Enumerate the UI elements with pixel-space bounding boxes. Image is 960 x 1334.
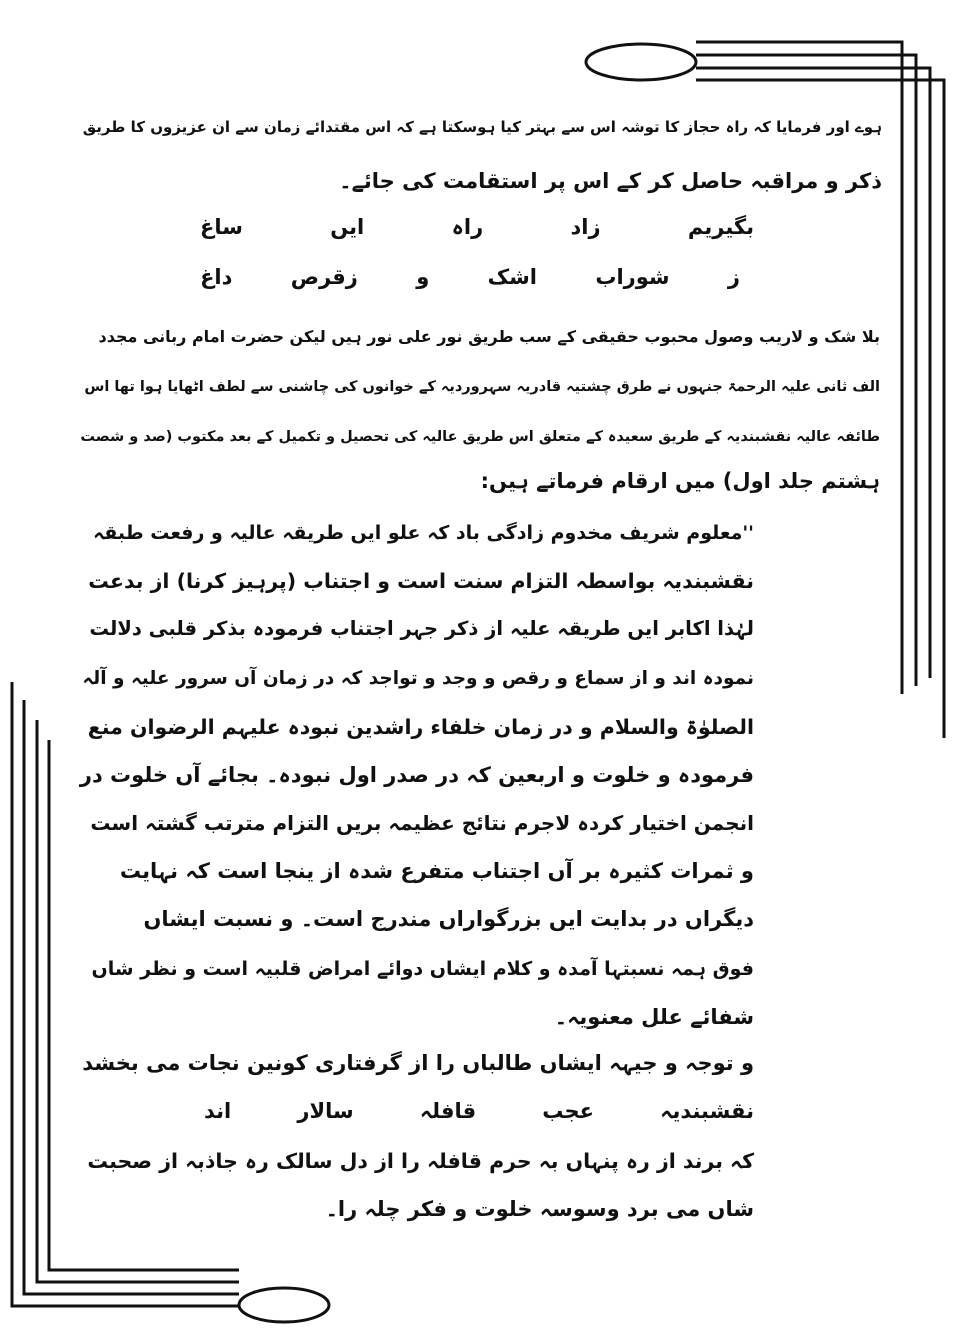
- verse-word: ساغ: [200, 215, 243, 239]
- verse-line: [204, 1096, 754, 1126]
- body-line: بلا شک و لاریب وصول محبوب حقیقی کے سب طریق نور علی نور ہیں لیکن حضرت امام ربانی مجدد: [98, 327, 880, 346]
- body-line: الف ثانی علیہ الرحمۃ جنہوں نے طرق چشتیہ قادریہ سہروردیہ کے خوانوں کی چاشنی سے لطف اٹھایا ہوا تھا اس: [84, 379, 880, 395]
- quote-line: نمودہ اند و از سماع و رقص و وجد و تواجد کہ در زمان آں سرور علیہ و آلہ: [82, 668, 754, 689]
- verse-line: [200, 262, 740, 292]
- quote-line: فوق ہمہ نسبتہا آمدہ و کلام ایشاں دوائے امراض قلبیہ است و نظر شاں: [91, 958, 754, 980]
- verse-word: راہ: [451, 215, 484, 239]
- quote-line: انجمن اختیار کردہ لاجرم نتائج عظیمہ بریں التزام مترتب گشتہ است: [90, 811, 754, 835]
- bottom-oval-ornament: [239, 1288, 329, 1322]
- quote-line: نقشبندیہ بواسطہ التزام سنت است و اجتناب (پرہیز کرنا) از بدعت: [88, 569, 754, 593]
- intro-line: ہوے اور فرمایا کہ راہ حجاز کا توشہ اس سے بہتر کیا ہوسکتا ہے کہ اس مقتدائے زمان سے ان عزیزوں کا طریق: [82, 118, 882, 136]
- body-line: طائفہ عالیہ نقشبندیہ کے طریق سعیدہ کے متعلق اس طریق عالیہ کی تحصیل و تکمیل کے بعد مکتوب (صد و شصت: [80, 429, 880, 445]
- verse-word: ز: [727, 265, 740, 289]
- verse-word: زاد: [570, 215, 601, 239]
- quote-line: شفائے علل معنویہ۔: [554, 1005, 754, 1029]
- verse-word: داغ: [200, 265, 233, 289]
- quote-line: الصلوٰۃ والسلام و در زمان خلفاء راشدین نبودہ علیہم الرضوان منع: [87, 715, 754, 739]
- quote-line: ''معلوم شریف مخدوم زادگی باد کہ علو ایں طریقہ عالیہ و رفعت طبقہ: [93, 522, 754, 544]
- verse-word: شوراب: [595, 265, 670, 289]
- quote-line: فرمودہ و خلوت و اربعین کہ در صدر اول نبودہ۔ بجائے آں خلوت در: [79, 763, 754, 787]
- verse-word: سالار: [297, 1099, 354, 1123]
- verse-word: و: [416, 265, 430, 289]
- quote-line: و ثمرات کثیرہ بر آں اجتناب متفرع شدہ از ینجا است کہ نہایت: [119, 859, 754, 883]
- body-line: ہشتم جلد اول) میں ارقام فرماتے ہیں:: [480, 469, 880, 493]
- verse-word: بگیریم: [687, 215, 754, 239]
- intro-line: ذکر و مراقبہ حاصل کر کے اس پر استقامت کی جائے۔: [339, 169, 882, 193]
- closing-line: کہ برند از رہ پنہاں بہ حرم قافلہ را از دل سالک رہ جاذبہ از صحبت: [87, 1149, 754, 1173]
- quote-tail-line: و توجہ و جیہہ ایشاں طالباں را از گرفتاری کونین نجات می بخشد: [82, 1051, 754, 1075]
- verse-word: اند: [204, 1099, 232, 1123]
- verse-word: زقرص: [290, 265, 358, 289]
- top-oval-ornament: [586, 44, 696, 80]
- verse-word: اشک: [487, 265, 537, 289]
- verse-line: [200, 212, 754, 242]
- quote-line: لہٰذا اکابر ایں طریقہ علیہ از ذکر جہر اجتناب فرمودہ بذکر قلبی دلالت: [89, 617, 754, 640]
- verse-word: ایں: [330, 215, 365, 239]
- verse-word: عجب: [542, 1099, 594, 1123]
- quote-line: دیگراں در بدایت ایں بزرگواراں مندرج است۔ و نسبت ایشاں: [143, 907, 754, 931]
- closing-line: شاں می برد وسوسہ خلوت و فکر چلہ را۔: [325, 1197, 754, 1221]
- verse-word: قافلہ: [419, 1099, 477, 1123]
- verse-word: نقشبندیہ: [660, 1099, 754, 1123]
